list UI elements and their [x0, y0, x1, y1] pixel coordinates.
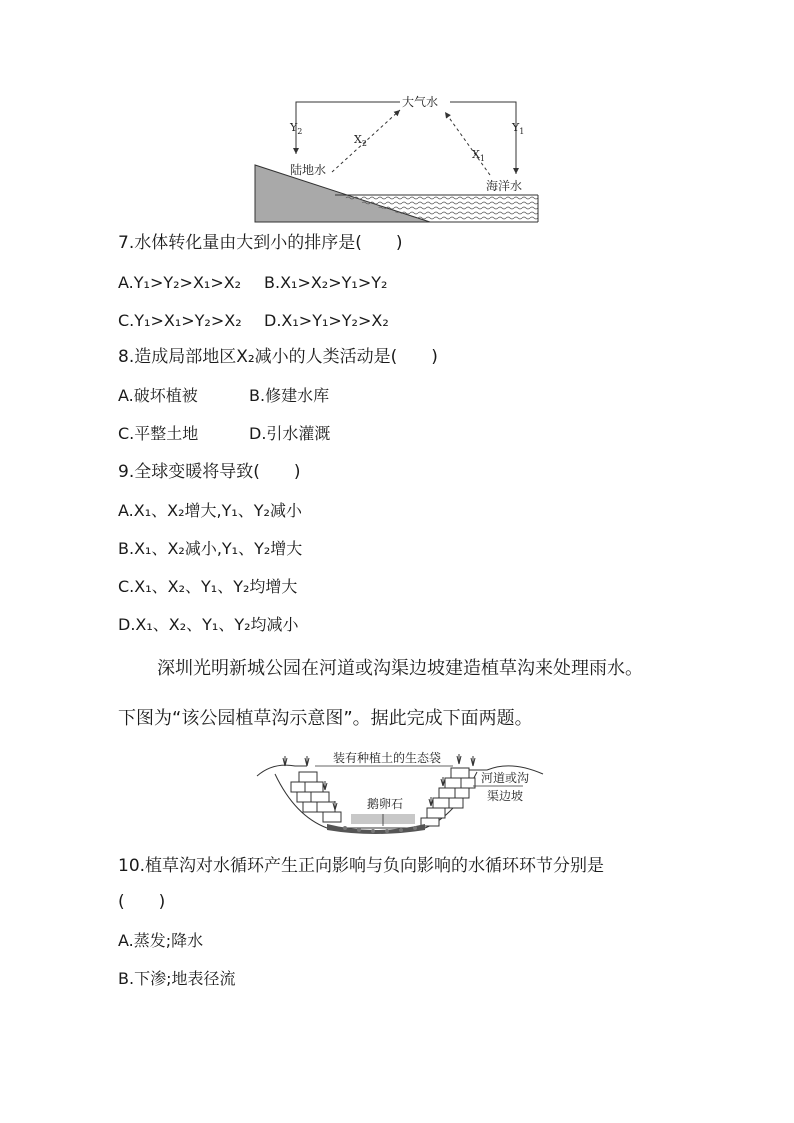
slope-label-line-2: 渠边坡: [487, 789, 524, 803]
passage-line-1: 深圳光明新城公园在河道或沟渠边坡建造植草沟来处理雨水。: [157, 658, 643, 679]
x1-arrow: [445, 112, 490, 175]
gravel-bed: [327, 824, 425, 834]
question-7-stem: 7.水体转化量由大到小的排序是( ): [118, 233, 403, 253]
q9-option-a: A.X₁、X₂增大,Y₁、Y₂减小: [118, 501, 302, 520]
ocean-water-label: 海洋水: [486, 179, 523, 193]
question-8-stem: 8.造成局部地区X₂减小的人类活动是( ): [118, 347, 438, 367]
q7-option-b: B.X₁>X₂>Y₁>Y₂: [264, 273, 388, 292]
y1-label: $Y_1$: [512, 121, 525, 136]
passage-line-2: 下图为“该公园植草沟示意图”。据此完成下面两题。: [118, 708, 533, 729]
q8-option-d: D.引水灌溉: [249, 424, 331, 443]
grass-swale-diagram: [255, 746, 545, 838]
question-10-stem: 10.植草沟对水循环产生正向影响与负向影响的水循环环节分别是: [118, 856, 605, 876]
y2-label: $Y_2$: [290, 121, 303, 136]
q10-option-a: A.蒸发;降水: [118, 931, 204, 950]
q7-option-a: A.Y₁>Y₂>X₁>X₂: [118, 273, 242, 292]
x1-label: $X_1$: [472, 148, 485, 163]
question-9-stem: 9.全球变暖将导致( ): [118, 462, 301, 482]
q10-option-b: B.下渗;地表径流: [118, 969, 236, 988]
left-bag-stack: [291, 772, 341, 822]
q7-option-c: C.Y₁>X₁>Y₂>X₂: [118, 311, 242, 330]
y2-path: [296, 102, 400, 152]
q9-option-b: B.X₁、X₂减小,Y₁、Y₂增大: [118, 539, 303, 558]
right-bag-stack: [421, 768, 475, 826]
q9-option-c: C.X₁、X₂、Y₁、Y₂均增大: [118, 577, 298, 596]
q8-option-c: C.平整土地: [118, 424, 199, 443]
atmosphere-label: 大气水: [402, 95, 439, 109]
water-cycle-diagram: [250, 90, 550, 225]
x2-label: $X_2$: [354, 133, 367, 148]
q9-option-d: D.X₁、X₂、Y₁、Y₂均减小: [118, 615, 299, 634]
question-10-paren: ( ): [118, 892, 166, 912]
eco-bag-label: 装有种植土的生态袋: [333, 751, 442, 765]
q8-option-b: B.修建水库: [249, 386, 330, 405]
q8-option-a: A.破坏植被: [118, 386, 198, 405]
pebble-label: 鹅卵石: [367, 797, 404, 811]
q7-option-d: D.X₁>Y₁>Y₂>X₂: [264, 311, 389, 330]
slope-label-line-1: 河道或沟: [481, 771, 530, 785]
land-water-label: 陆地水: [290, 163, 327, 177]
